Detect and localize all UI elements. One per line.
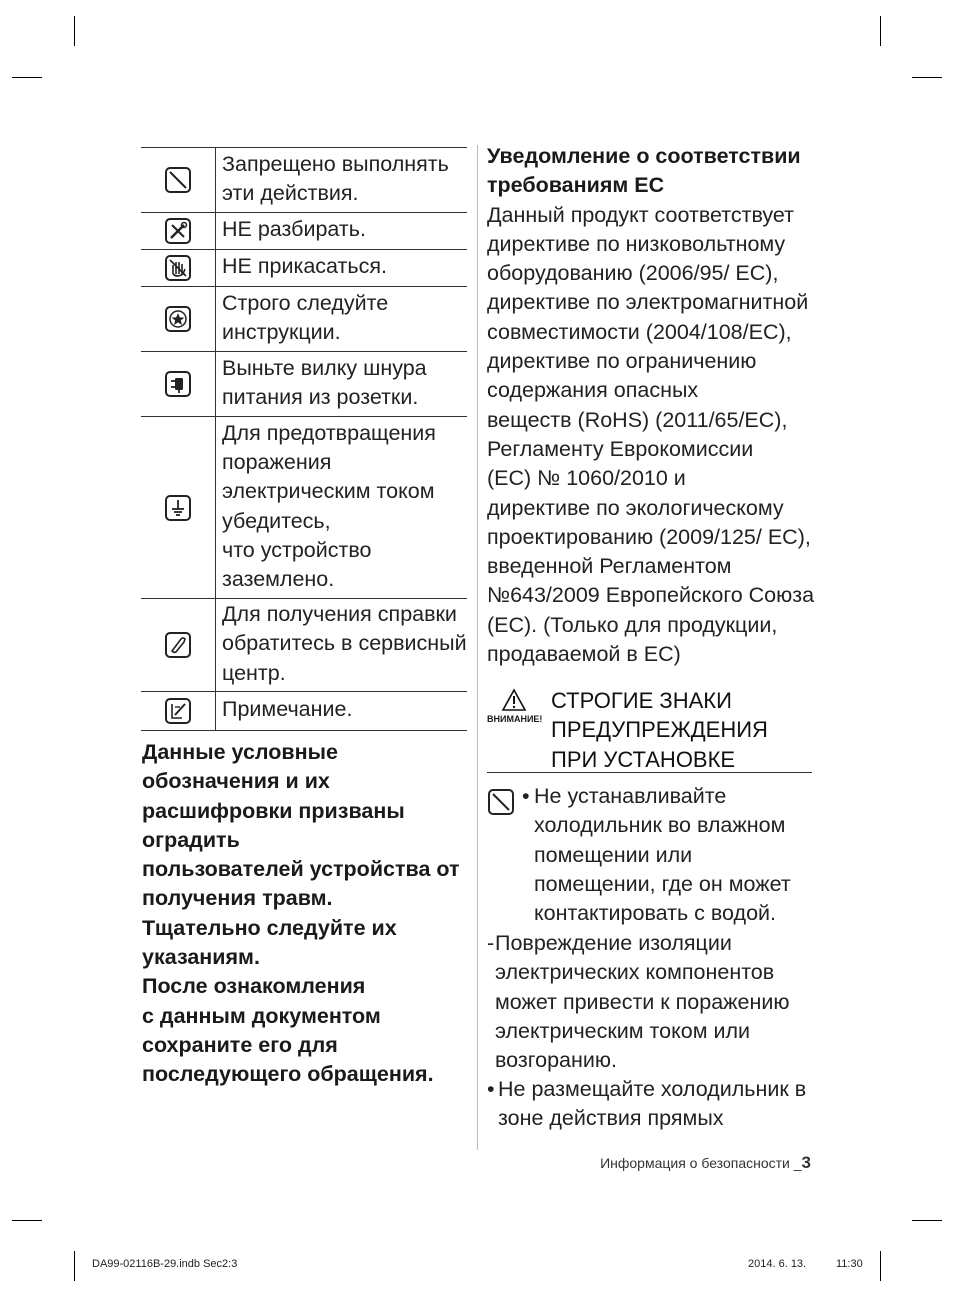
page-footer — [600, 1153, 811, 1173]
print-file-info: DA99-02116B-29.indb Sec2:3 — [92, 1258, 238, 1270]
column-divider — [477, 145, 478, 1150]
ec-notice-body: Данный продукт соответствует директиве по низковольтному оборудованию (2006/95/ ЕС), директиве по электромагнитной совместимости (2004/108/ЕС), директиве по ограничению содержания опасных веществ (RoHS) (2011/65/ЕС), Регламенту Еврокомиссии (ЕС) № 1060/2010 и директиве по экологическому проектированию (2009/125/ ЕС), введенной Регламентом №643/2009 Европейского Союза (ЕС). (Только для продукции, продаваемой в ЕС) — [487, 202, 815, 667]
crop-mark — [74, 1251, 75, 1281]
ec-notice-title: Уведомление о соответствии требованиям ЕС — [487, 144, 801, 198]
symbol-description: Для предотвращения поражения электрическим током убедитесь, что устройство заземлено. — [216, 417, 468, 599]
prohibit-icon — [487, 788, 515, 816]
crop-mark — [12, 1220, 42, 1221]
symbol-table — [141, 147, 467, 731]
dash-marker: - — [487, 931, 495, 955]
table-row — [141, 148, 467, 213]
install-dash-1: Повреждение изоляции электрических компонентов может привести к поражению электрическим током или возгоранию. — [495, 931, 790, 1073]
symbol-description: Запрещено выполнять эти действия. — [216, 148, 468, 213]
symbol-description: Для получения справки обратитесь в сервисный центр. — [216, 599, 468, 692]
symbol-description: Выньте вилку шнура питания из розетки. — [216, 352, 468, 417]
page-number: 3 — [801, 1153, 811, 1172]
note-icon — [164, 697, 192, 725]
warning-label: ВНИМАНИЕ! — [487, 714, 543, 724]
crop-mark — [880, 16, 881, 46]
table-row — [141, 250, 467, 287]
crop-mark — [12, 77, 42, 78]
prohibit-icon — [164, 166, 192, 194]
crop-mark — [912, 1220, 942, 1221]
warning-triangle-icon — [501, 688, 527, 712]
bullet-marker: • — [522, 784, 530, 808]
table-row — [141, 692, 467, 731]
print-date: 2014. 6. 13. — [748, 1258, 807, 1270]
print-time: 11:30 — [836, 1258, 863, 1270]
table-row — [141, 213, 467, 250]
symbols-intro-paragraph — [142, 738, 472, 1090]
symbol-description: Примечание. — [216, 692, 468, 731]
install-bullet-2: Не размещайте холодильник в зоне действия прямых — [498, 1077, 807, 1131]
bullet-marker: • — [487, 1077, 495, 1101]
install-bullet-1: Не устанавливайте холодильник во влажном помещении или помещении, где он может контактировать с водой. — [534, 784, 791, 926]
symbol-description: НЕ разбирать. — [216, 213, 468, 250]
warning-title: СТРОГИЕ ЗНАКИ ПРЕДУПРЕЖДЕНИЯ ПРИ УСТАНОВКЕ — [551, 688, 768, 772]
table-row — [141, 417, 467, 599]
table-row — [141, 287, 467, 352]
crop-mark — [74, 16, 75, 46]
intro-text: Данные условные обозначения и их расшифровки призваны оградить пользователей устройства от получения травм. Тщательно следуйте их указаниям. После ознакомления с данным документом сохраните его для последующего обращения. — [142, 740, 460, 1087]
table-row — [141, 599, 467, 692]
unplug-icon — [164, 370, 192, 398]
no-disassemble-icon — [164, 217, 192, 245]
star-instruction-icon — [164, 305, 192, 333]
installation-warning-heading — [487, 686, 812, 773]
symbol-description: Строго следуйте инструкции. — [216, 287, 468, 352]
phone-icon — [164, 631, 192, 659]
section-name: Информация о безопасности _ — [600, 1155, 802, 1171]
table-row — [141, 352, 467, 417]
crop-mark — [912, 77, 942, 78]
crop-mark — [880, 1251, 881, 1281]
ground-icon — [164, 494, 192, 522]
ec-notice — [487, 142, 817, 669]
no-touch-icon — [164, 254, 192, 282]
symbol-description: НЕ прикасаться. — [216, 250, 468, 287]
